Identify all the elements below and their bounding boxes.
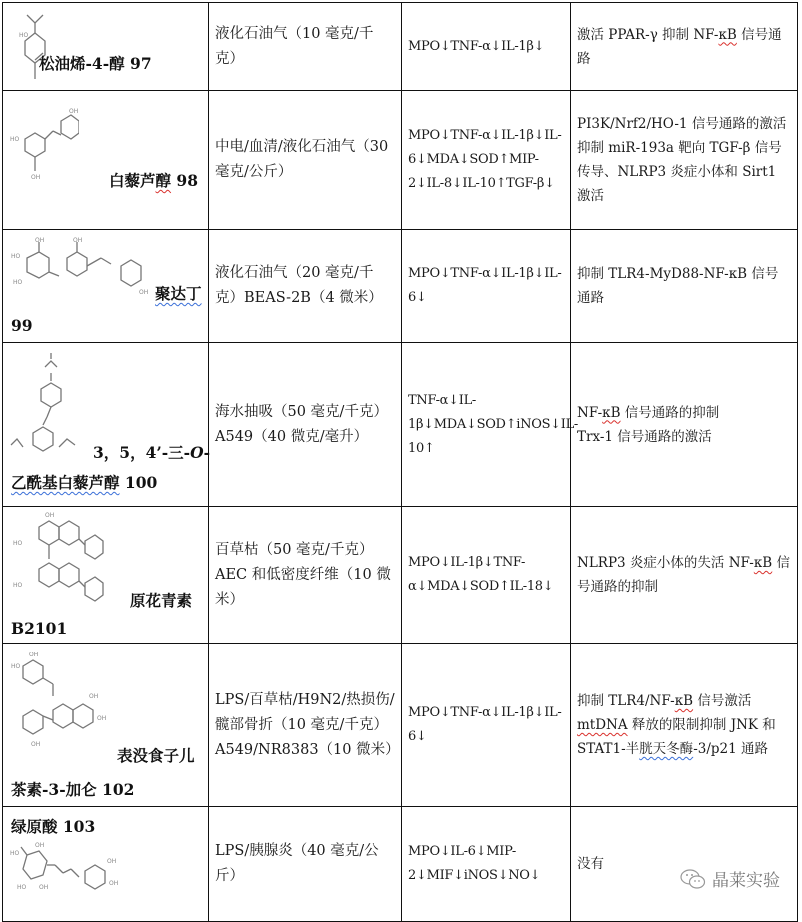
watermark-text: 晶莱实验 bbox=[712, 871, 780, 891]
chlorogenic-acid-structure-icon bbox=[9, 841, 139, 911]
svg-text:OH: OH bbox=[35, 237, 45, 244]
mechanism-cell: 激活 PPAR-γ 抑制 NF-κB 信号通路 bbox=[571, 3, 798, 91]
effects-cell: MPO↓IL-1β↓TNF-α↓MDA↓SOD↑IL-18↓ bbox=[402, 507, 571, 644]
compound-name: 表没食子儿 bbox=[117, 746, 195, 765]
model-cell: LPS/百草枯/H9N2/热损伤/髋部骨折（10 毫克/千克）A549/NR8383（10 微米） bbox=[209, 644, 402, 807]
svg-text:HO: HO bbox=[11, 663, 21, 670]
compound-cell bbox=[3, 3, 209, 91]
svg-text:HO: HO bbox=[10, 850, 20, 857]
mechanism-cell: 没有 bbox=[571, 807, 798, 922]
effects-cell: MPO↓IL-6↓MIP-2↓MIF↓iNOS↓NO↓ bbox=[402, 807, 571, 922]
svg-text:OH: OH bbox=[107, 858, 117, 865]
mechanism-cell: 抑制 TLR4/NF-κB 信号激活 mtDNA 释放的限制抑制 JNK 和 STAT1-半胱天冬酶-3/p21 通路 bbox=[571, 644, 798, 807]
svg-text:HO: HO bbox=[13, 582, 23, 589]
svg-text:OH: OH bbox=[45, 512, 55, 519]
svg-text:HO: HO bbox=[11, 253, 21, 260]
model-cell: 中电/血清/液化石油气（30 毫克/公斤） bbox=[209, 91, 402, 230]
svg-text:HO: HO bbox=[10, 136, 20, 143]
table-row bbox=[3, 507, 798, 644]
compound-cell bbox=[3, 343, 209, 507]
svg-text:OH: OH bbox=[35, 842, 45, 849]
table-row bbox=[3, 91, 798, 230]
compound-name: 白藜芦醇 98 bbox=[109, 171, 198, 190]
compound-cell bbox=[3, 91, 209, 230]
effects-cell: MPO↓TNF-α↓IL-1β↓ bbox=[402, 3, 571, 91]
model-cell: 液化石油气（10 毫克/千克） bbox=[209, 3, 402, 91]
svg-text:HO: HO bbox=[13, 279, 23, 286]
compound-name: 3，5，4’-三-O- bbox=[93, 443, 211, 462]
svg-text:OH: OH bbox=[39, 884, 49, 891]
mechanism-cell: NF-κB 信号通路的抑制 Trx-1 信号通路的激活 bbox=[571, 343, 798, 507]
compound-name: 原花青素 bbox=[130, 591, 193, 610]
svg-text:OH: OH bbox=[97, 715, 107, 722]
effects-cell: MPO↓TNF-α↓IL-1β↓IL-6↓MDA↓SOD↑MIP-2↓IL-8↓IL-10↑TGF-β↓ bbox=[402, 91, 571, 230]
table-row bbox=[3, 343, 798, 507]
egcg-structure-icon bbox=[9, 652, 109, 762]
compound-cell bbox=[3, 507, 209, 644]
svg-text:HO: HO bbox=[13, 540, 23, 547]
compound-name: 绿原酸 103 bbox=[11, 817, 96, 836]
svg-text:OH: OH bbox=[69, 108, 79, 115]
compound-name-cont: 茶素-3-加仑 102 bbox=[11, 780, 135, 799]
triacetyl-resveratrol-structure-icon bbox=[9, 351, 99, 461]
table-row bbox=[3, 230, 798, 343]
mechanism-cell: 抑制 TLR4-MyD88-NF-κB 信号通路 bbox=[571, 230, 798, 343]
compound-name: 聚达丁 bbox=[155, 284, 202, 303]
svg-text:OH: OH bbox=[31, 741, 41, 748]
compound-cell bbox=[3, 230, 209, 343]
procyanidin-structure-icon bbox=[9, 511, 109, 617]
model-cell: 百草枯（50 毫克/千克）AEC 和低密度纤维（10 微米） bbox=[209, 507, 402, 644]
svg-text:HO: HO bbox=[17, 884, 27, 891]
table-row bbox=[3, 807, 798, 922]
mechanism-cell: PI3K/Nrf2/HO-1 信号通路的激活抑制 miR-193a 靶向 TGF-β 信号传导、NLRP3 炎症小体和 Sirt1 激活 bbox=[571, 91, 798, 230]
table-row bbox=[3, 3, 798, 91]
svg-text:OH: OH bbox=[139, 289, 149, 296]
compound-table bbox=[2, 2, 798, 922]
svg-text:OH: OH bbox=[29, 652, 39, 658]
compound-name: 松油烯-4-醇 97 bbox=[39, 54, 152, 73]
resveratrol-structure-icon bbox=[9, 101, 79, 211]
svg-text:OH: OH bbox=[31, 174, 41, 181]
table-row bbox=[3, 644, 798, 807]
effects-cell: TNF-α↓IL-1β↓MDA↓SOD↑iNOS↓IL-10↑ bbox=[402, 343, 571, 507]
effects-cell: MPO↓TNF-α↓IL-1β↓IL-6↓ bbox=[402, 230, 571, 343]
svg-text:OH: OH bbox=[89, 693, 99, 700]
compound-cell bbox=[3, 807, 209, 922]
watermark bbox=[680, 866, 780, 891]
compound-name-cont: 99 bbox=[11, 316, 33, 335]
polydatin-structure-icon bbox=[9, 236, 159, 308]
model-cell: 液化石油气（20 毫克/千克）BEAS-2B（4 微米） bbox=[209, 230, 402, 343]
model-cell: 海水抽吸（50 毫克/千克）A549（40 微克/毫升） bbox=[209, 343, 402, 507]
compound-cell bbox=[3, 644, 209, 807]
mechanism-cell: NLRP3 炎症小体的失活 NF-κB 信号通路的抑制 bbox=[571, 507, 798, 644]
svg-text:OH: OH bbox=[109, 880, 119, 887]
model-cell: LPS/胰腺炎（40 毫克/公斤） bbox=[209, 807, 402, 922]
effects-cell: MPO↓TNF-α↓IL-1β↓IL-6↓ bbox=[402, 644, 571, 807]
compound-name-cont: 乙酰基白藜芦醇 100 bbox=[11, 473, 158, 492]
svg-text:OH: OH bbox=[73, 237, 83, 244]
wechat-icon bbox=[680, 868, 706, 890]
svg-text:HO: HO bbox=[19, 32, 29, 39]
compound-name-cont: B2101 bbox=[11, 619, 68, 638]
